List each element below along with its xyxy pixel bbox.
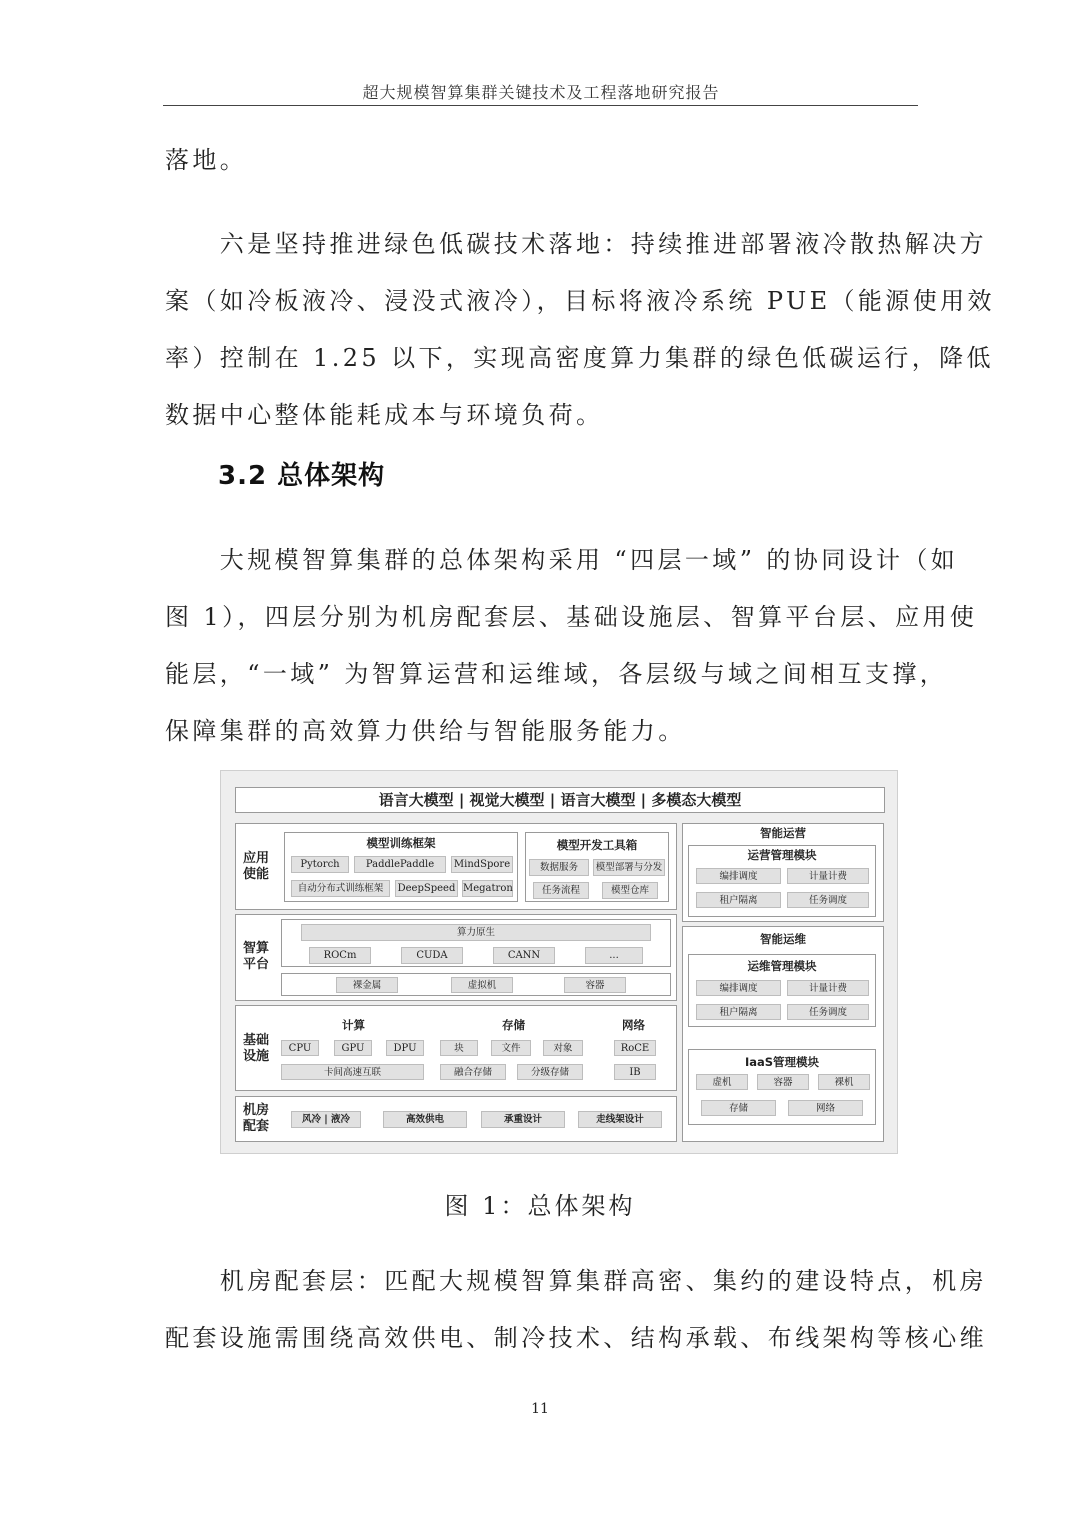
text-line: 数据中心整体能耗成本与环境负荷。 (165, 401, 604, 429)
label-line: 机房 (243, 1103, 270, 1118)
paragraph-room-layer (165, 1253, 987, 1367)
network-title: 网络 (622, 1018, 645, 1032)
chip-maint-billing: 计量计费 (787, 980, 869, 996)
app-layer-label (243, 851, 269, 883)
chip-maint-task: 任务调度 (787, 1004, 869, 1020)
chip-data-service: 数据服务 (529, 859, 589, 876)
label-line: 使能 (243, 867, 270, 882)
training-framework-title: 模型训练框架 (366, 836, 436, 850)
label-line: 智算 (243, 941, 270, 956)
platform-layer-label (243, 941, 269, 973)
header-rule (163, 105, 918, 106)
chip-maint-orchestrate: 编排调度 (696, 980, 781, 996)
base-layer-label (243, 1033, 269, 1065)
figure-caption: 图 1：总体架构 (444, 1192, 636, 1220)
chip-task-flow: 任务流程 (533, 882, 589, 899)
chip-ops-tenant: 租户隔离 (696, 892, 781, 908)
label-line: 基础 (243, 1033, 270, 1048)
maint-module-title: 运维管理模块 (747, 959, 817, 973)
text-line: 保障集群的高效算力供给与智能服务能力。 (165, 717, 686, 745)
compute-title: 计算 (342, 1018, 365, 1032)
chip-model-deploy: 模型部署与分发 (593, 859, 665, 876)
chip-ellipsis: ... (585, 947, 643, 964)
text-line: 率）控制在 1.25 以下，实现高密度算力集群的绿色低碳运行，降低 (165, 344, 994, 372)
dev-toolbox-title: 模型开发工具箱 (556, 838, 638, 852)
chip-ops-task: 任务调度 (787, 892, 869, 908)
chip-roce: RoCE (614, 1040, 656, 1056)
chip-power: 高效供电 (383, 1111, 467, 1128)
room-layer-label (243, 1103, 269, 1135)
chip-ops-billing: 计量计费 (787, 868, 869, 884)
label-line: 配套 (243, 1119, 270, 1134)
chip-paddlepaddle: PaddlePaddle (354, 856, 446, 873)
chip-container: 容器 (564, 977, 626, 993)
chip-load-design: 承重设计 (481, 1111, 565, 1128)
chip-ops-orchestrate: 编排调度 (696, 868, 781, 884)
paragraph-green-tech (165, 216, 995, 444)
chip-file: 文件 (491, 1040, 531, 1056)
chip-converged-storage: 融合存储 (440, 1064, 506, 1080)
chip-cpu: CPU (281, 1040, 319, 1056)
storage-title: 存储 (502, 1018, 525, 1032)
chip-auto-distributed: 自动分布式训练框架 (291, 880, 390, 897)
chip-cable-design: 走线架设计 (578, 1111, 662, 1128)
text-line: 配套设施需围绕高效供电、制冷技术、结构承载、布线架构等核心维 (165, 1324, 987, 1352)
chip-ib: IB (614, 1064, 656, 1080)
text-line: 案（如冷板液冷、浸没式液冷），目标将液冷系统 PUE（能源使用效 (165, 287, 995, 315)
text-line: 机房配套层：匹配大规模智算集群高密、集约的建设特点，机房 (165, 1267, 987, 1295)
chip-iaas-storage: 存储 (701, 1100, 776, 1116)
chip-maint-tenant: 租户隔离 (696, 1004, 781, 1020)
chip-deepspeed: DeepSpeed (395, 880, 458, 897)
paragraph-continuation (165, 132, 917, 189)
text-line: 六是坚持推进绿色低碳技术落地：持续推进部署液冷散热解决方 (165, 230, 987, 258)
label-line: 设施 (243, 1049, 270, 1064)
architecture-figure (220, 770, 898, 1154)
ops-title: 智能运营 (760, 826, 806, 840)
chip-pytorch: Pytorch (291, 856, 349, 873)
chip-iaas-container: 容器 (757, 1074, 809, 1090)
chip-block: 块 (440, 1040, 478, 1056)
chip-tiered-storage: 分级存储 (517, 1064, 583, 1080)
chip-dpu: DPU (386, 1040, 424, 1056)
text-line: 图 1），四层分别为机房配套层、基础设施层、智算平台层、应用使 (165, 603, 978, 631)
text-line: 大规模智算集群的总体架构采用 “四层一域” 的协同设计（如 (165, 546, 959, 574)
page-number: 11 (531, 1401, 549, 1417)
label-line: 平台 (243, 957, 270, 972)
chip-cooling: 风冷 | 液冷 (291, 1111, 361, 1128)
iaas-module-title: IaaS管理模块 (744, 1055, 820, 1069)
section-heading: 3.2 总体架构 (218, 461, 386, 491)
chip-iaas-network: 网络 (788, 1100, 863, 1116)
chip-cuda: CUDA (401, 947, 463, 964)
chip-mindspore: MindSpore (451, 856, 513, 873)
model-bar: 语言大模型 | 视觉大模型 | 语言大模型 | 多模态大模型 (235, 787, 885, 813)
chip-object: 对象 (543, 1040, 583, 1056)
ops-module-title: 运营管理模块 (747, 848, 817, 862)
chip-bare-metal: 裸金属 (336, 977, 398, 993)
text-line: 能层，“一域” 为智算运营和运维域，各层级与域之间相互支撑， (165, 660, 948, 688)
paragraph-architecture (165, 532, 978, 760)
maint-title: 智能运维 (760, 932, 806, 946)
native-compute-bar: 算力原生 (301, 924, 651, 941)
chip-vm: 虚拟机 (451, 977, 513, 993)
label-line: 应用 (243, 851, 270, 866)
chip-interconnect: 卡间高速互联 (281, 1064, 424, 1080)
text-line: 落地。 (165, 146, 248, 174)
chip-rocm: ROCm (309, 947, 371, 964)
chip-iaas-baremetal: 裸机 (818, 1074, 870, 1090)
chip-megatron: Megatron (462, 880, 513, 897)
chip-gpu: GPU (334, 1040, 372, 1056)
chip-cann: CANN (493, 947, 555, 964)
page-header: 超大规模智算集群关键技术及工程落地研究报告 (362, 83, 720, 102)
chip-model-repo: 模型仓库 (602, 882, 658, 899)
chip-iaas-vm: 虚机 (696, 1074, 748, 1090)
